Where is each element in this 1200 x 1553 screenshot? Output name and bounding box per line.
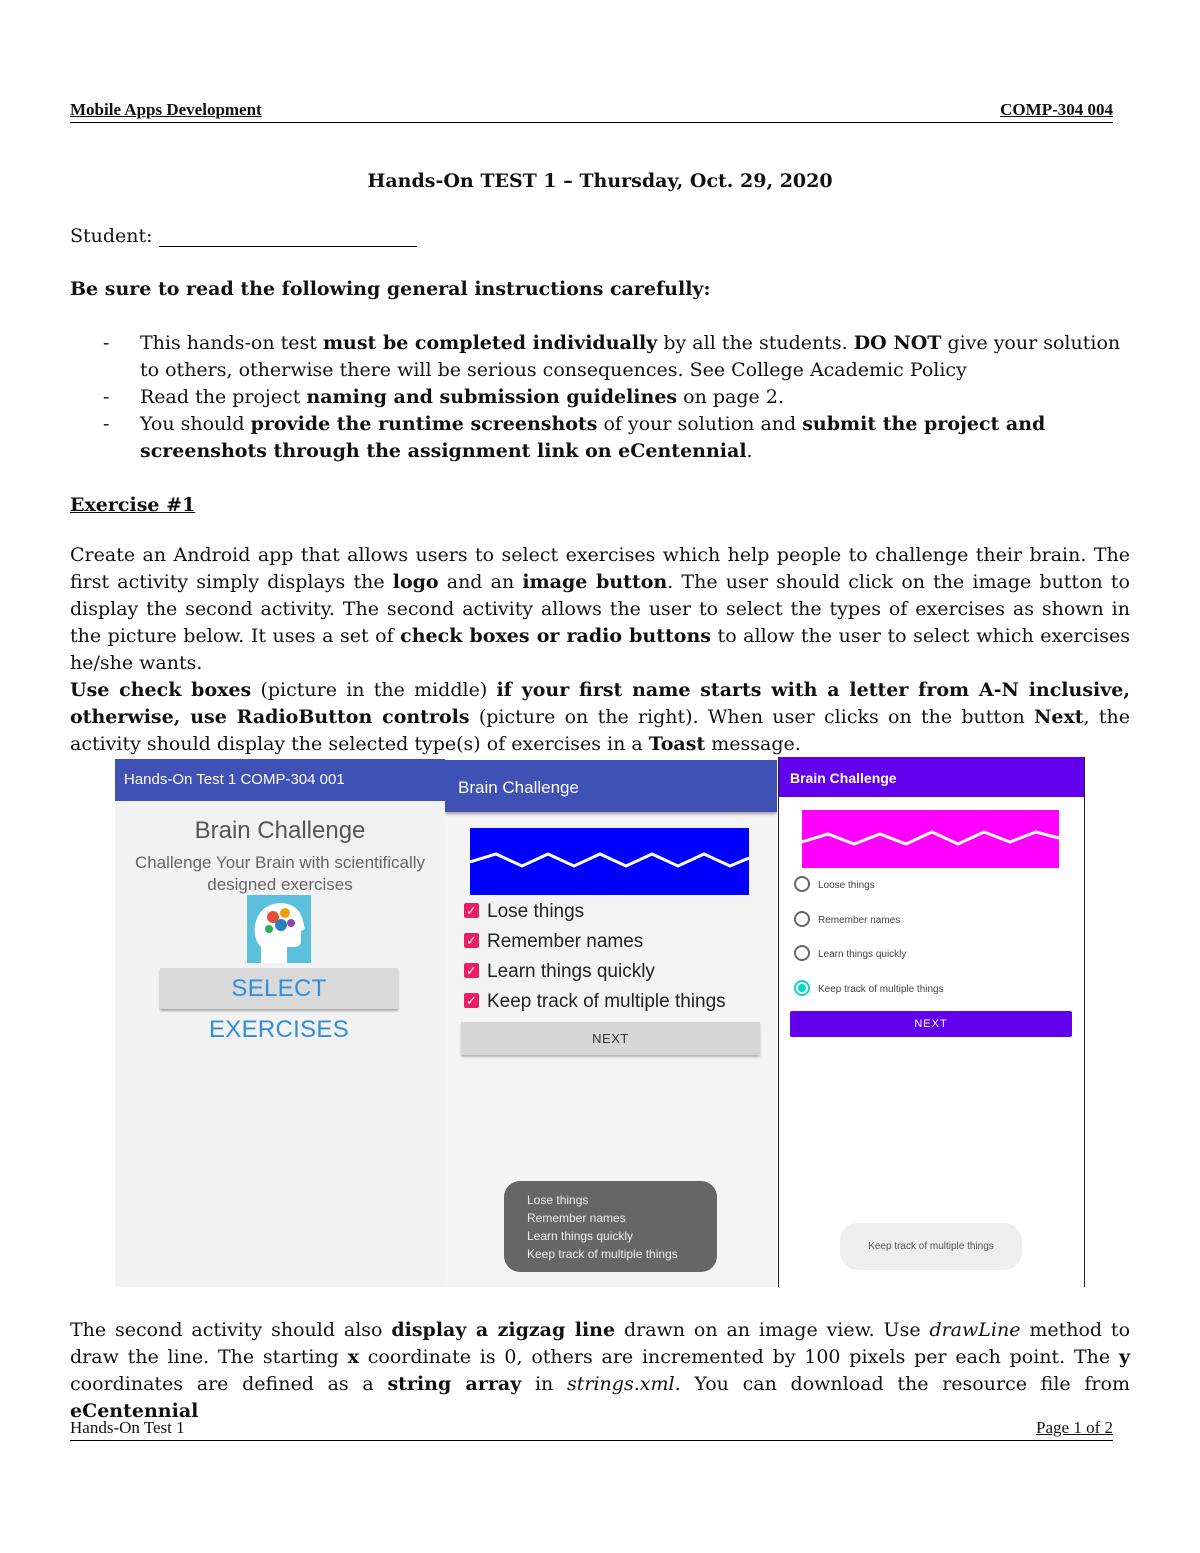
app-bar-title: Brain Challenge [445,760,777,812]
radio-remember-names[interactable]: Remember names [794,912,900,930]
next-button[interactable]: NEXT [790,1011,1072,1037]
screenshot-main-activity [115,759,445,1287]
course-title: Mobile Apps Development [70,100,262,119]
checkbox-lose-things[interactable]: ✓ Lose things [464,900,584,924]
checkbox-icon[interactable]: ✓ [464,993,479,1008]
radio-learn-quickly[interactable]: Learn things quickly [794,946,906,964]
checkbox-keep-track[interactable]: ✓ Keep track of multiple things [464,990,726,1014]
toast-message: Keep track of multiple things [840,1223,1022,1270]
page-number: Page 1 of 2 [1036,1418,1113,1437]
app-bar-title: Hands-On Test 1 COMP-304 001 [115,759,445,801]
checkbox-learn-quickly[interactable]: ✓ Learn things quickly [464,960,655,984]
next-button[interactable]: NEXT [461,1022,760,1055]
checkbox-icon[interactable]: ✓ [464,963,479,978]
exercise-description: Create an Android app that allows users to select exercises which help people to challenge their brain. The first activity simply displays the logo and an image button. The user should click on the image button to display the second activity. The second activity allows the user to select the types of exercises as shown in the picture below. It uses a set of check boxes or radio buttons to allow the user to select which exercises he/she wants. [70,544,1131,674]
zigzag-image [470,828,749,895]
exercise-heading: Exercise #1 [70,494,196,516]
course-code: COMP-304 004 [1000,100,1113,119]
app-subtitle: Challenge Your Brain with scientifically designed exercises [134,853,426,894]
footer-title: Hands-On Test 1 [70,1418,185,1437]
radio-icon[interactable] [794,911,810,927]
app-bar-title: Brain Challenge [779,757,1084,797]
zigzag-image [802,810,1059,868]
list-item: - You should provide the runtime screenshots of your solution and submit the project and screenshots through the assignment link on eCentennial. [103,413,1046,462]
select-exercises-button[interactable]: SELECT EXERCISES [160,968,398,1009]
screenshot-radio-activity [778,757,1085,1287]
zigzag-description: The second activity should also display a zigzag line drawn on an image view. Use drawLine method to draw the line. The starting x coordinate is 0, others are incremented by 100 pixels per each point. The y coordinates are defined as a string array in strings.xml. You can download the resource file from eCentennial [70,1319,1131,1422]
page-header [70,100,1113,123]
student-blank-line [159,228,417,247]
page-footer [70,1418,1113,1441]
list-item: - Read the project naming and submission guidelines on page 2. [103,386,784,408]
test-title: Hands-On TEST 1 – Thursday, Oct. 29, 2020 [367,170,833,192]
radio-keep-track[interactable]: Keep track of multiple things [794,981,944,999]
list-item: - This hands-on test must be completed individually by all the students. DO NOT give your solution to others, otherwise there will be serious consequences. See College Academic Policy [103,332,1121,381]
toast-message: Lose things Remember names Learn things quickly Keep track of multiple things [504,1181,717,1272]
radio-selected-icon[interactable] [794,980,810,996]
radio-icon[interactable] [794,945,810,961]
instructions-heading: Be sure to read the following general instructions carefully: [70,278,711,300]
brain-logo-icon [247,895,311,963]
checkbox-icon[interactable]: ✓ [464,903,479,918]
screenshot-checkbox-activity [445,760,777,1287]
radio-icon[interactable] [794,876,810,892]
student-label: Student: [70,225,153,247]
instructions-list [103,330,1133,465]
radio-loose-things[interactable]: Loose things [794,877,875,895]
app-title: Brain Challenge [194,817,366,844]
control-instructions: Use check boxes (picture in the middle) if your first name starts with a letter from A-N inclusive, otherwise, use RadioButton controls (picture on the right). When user clicks on the button Next, the activity should display the selected type(s) of exercises in a Toast message. [70,679,1130,755]
checkbox-icon[interactable]: ✓ [464,933,479,948]
student-field [70,225,417,247]
checkbox-remember-names[interactable]: ✓ Remember names [464,930,643,954]
